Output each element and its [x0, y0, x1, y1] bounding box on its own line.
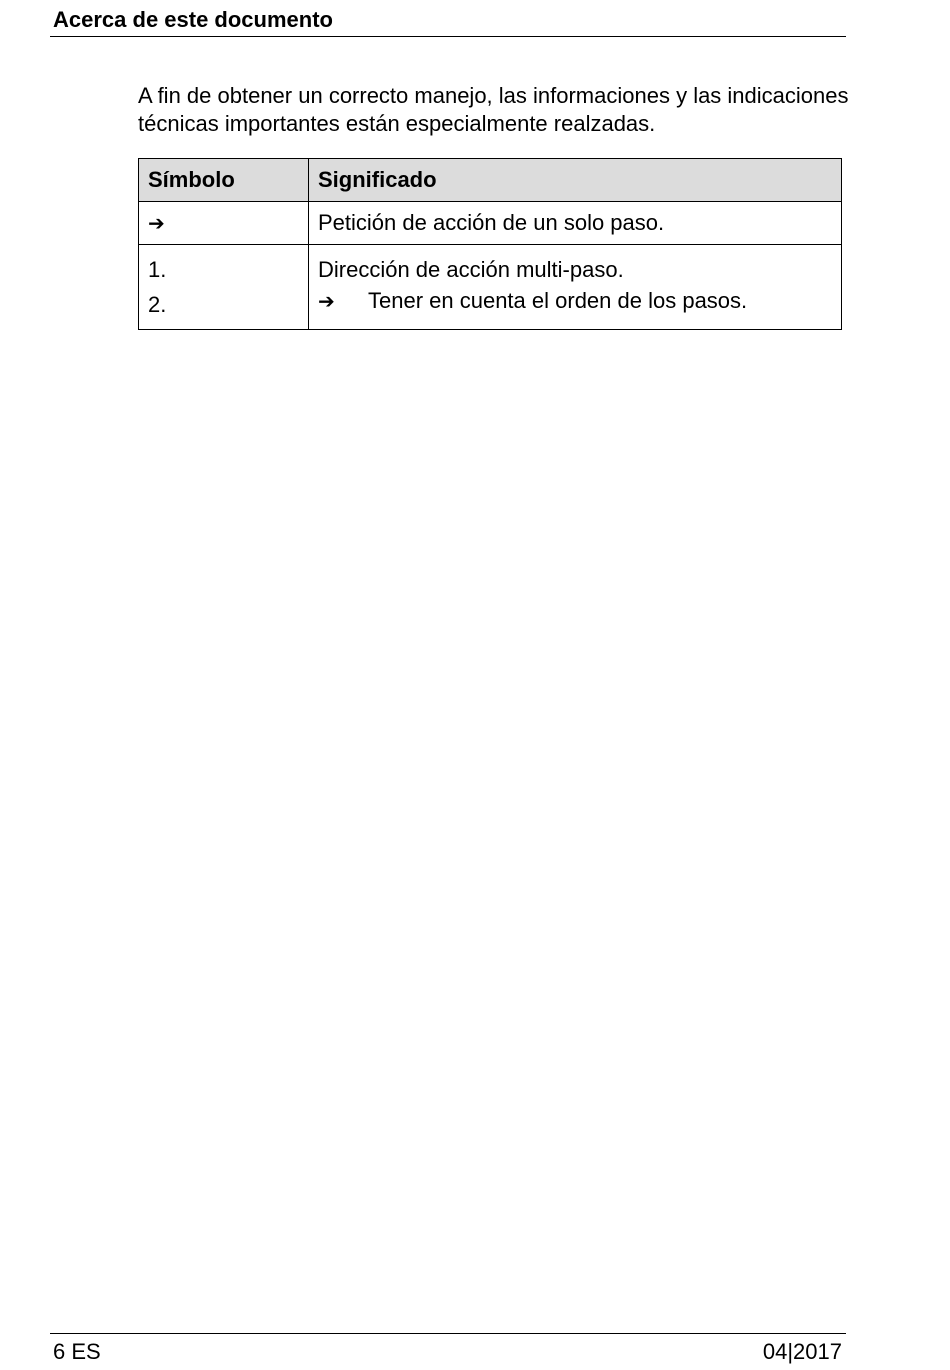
arrow-right-icon: ➔ [318, 289, 335, 313]
page-header-title: Acerca de este documento [53, 7, 333, 32]
symbol-cell [139, 245, 309, 330]
meaning-cell: Petición de acción de un solo paso. [309, 202, 842, 245]
meaning-text: Dirección de acción multi-paso. [318, 257, 624, 282]
step-number-2: 2. [148, 292, 167, 317]
footer-divider [50, 1333, 846, 1334]
intro-paragraph: A fin de obtener un correcto manejo, las informaciones y las indicaciones técnicas importantes están especialmente realzadas. [138, 83, 849, 136]
step-number-1: 1. [148, 257, 167, 282]
table-header-row [139, 159, 842, 202]
table-row [139, 245, 842, 330]
sub-instruction-text: Tener en cuenta el orden de los pasos. [368, 288, 748, 313]
meaning-cell [309, 245, 842, 330]
table-row [139, 202, 842, 245]
header-divider [50, 36, 846, 37]
column-header-meaning: Significado [309, 159, 842, 202]
symbol-legend-table [138, 158, 842, 330]
column-header-symbol: Símbolo [139, 159, 309, 202]
arrow-right-icon: ➔ [148, 211, 165, 235]
symbol-cell [139, 202, 309, 245]
sub-instruction [318, 287, 832, 315]
page-number: 6 ES [53, 1339, 101, 1364]
document-date: 04|2017 [762, 1339, 842, 1364]
